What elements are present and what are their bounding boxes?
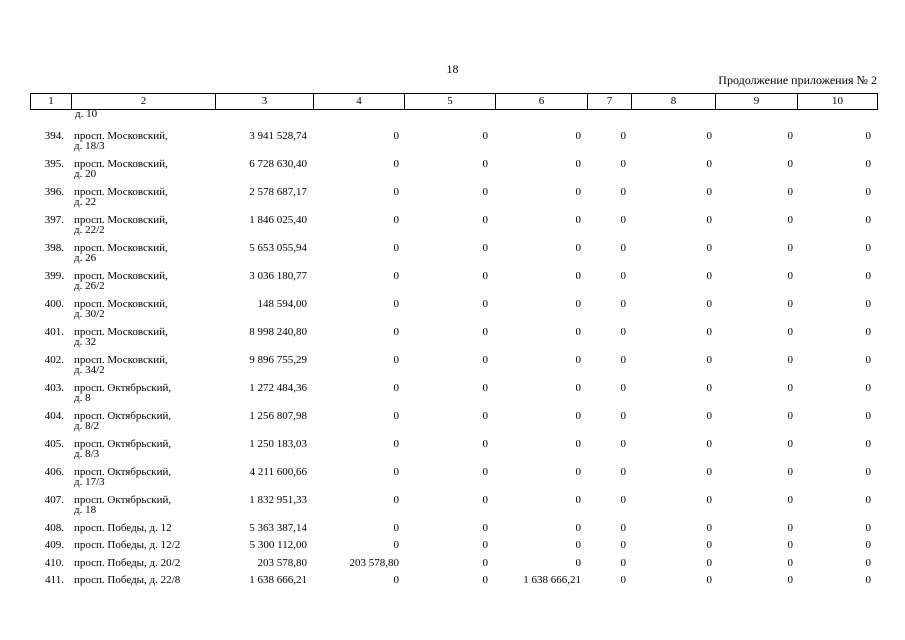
cell-col-10: 0 xyxy=(865,158,871,170)
page-number: 18 xyxy=(446,62,459,76)
address-line-2: д. 18/3 xyxy=(74,140,105,152)
cell-col-6: 0 xyxy=(575,410,581,422)
cell-col-6: 0 xyxy=(575,522,581,534)
row-number: 398. xyxy=(44,242,64,254)
cell-col-7: 0 xyxy=(620,466,626,478)
cell-col-4: 0 xyxy=(393,298,399,310)
row-address xyxy=(74,411,224,432)
cell-col-6: 0 xyxy=(575,298,581,310)
row-address xyxy=(74,540,224,551)
cell-col-9: 0 xyxy=(787,326,793,338)
cell-col-9: 0 xyxy=(787,573,793,586)
cell-col-8: 0 xyxy=(706,494,712,506)
cell-col-5: 0 xyxy=(482,326,488,338)
cell-col-6: 0 xyxy=(575,270,581,282)
cell-col-6: 0 xyxy=(575,326,581,338)
cell-col-10: 0 xyxy=(865,573,871,586)
address-line-1: просп. Московский, xyxy=(74,242,168,254)
cell-col-5: 0 xyxy=(482,354,488,366)
address-line-1: просп. Победы, д. 20/2 xyxy=(74,556,181,569)
cell-col-3: 5 653 055,94 xyxy=(249,242,307,254)
cell-col-10: 0 xyxy=(865,242,871,254)
cell-col-3: 1 846 025,40 xyxy=(249,214,307,226)
cell-col-10: 0 xyxy=(865,522,871,534)
row-number: 395. xyxy=(44,158,64,170)
cell-col-4: 0 xyxy=(393,130,399,142)
cell-col-9: 0 xyxy=(787,556,793,569)
row-number: 396. xyxy=(44,186,64,198)
cell-col-7: 0 xyxy=(620,130,626,142)
cell-col-6: 0 xyxy=(575,186,581,198)
cell-col-3: 8 998 240,80 xyxy=(249,326,307,338)
cell-col-3: 3 036 180,77 xyxy=(249,270,307,282)
cell-col-3: 2 578 687,17 xyxy=(249,186,307,198)
cell-col-9: 0 xyxy=(787,410,793,422)
address-line-2: д. 8 xyxy=(74,392,91,404)
cell-col-4: 0 xyxy=(393,539,399,552)
address-line-1: просп. Октябрьский, xyxy=(74,382,172,394)
cell-col-4: 203 578,80 xyxy=(349,556,399,569)
address-line-2: д. 17/3 xyxy=(74,476,105,488)
row-address xyxy=(74,159,224,180)
row-address xyxy=(74,355,224,376)
cell-col-5: 0 xyxy=(482,539,488,552)
cell-col-10: 0 xyxy=(865,539,871,552)
cell-col-4: 0 xyxy=(393,573,399,586)
cell-col-7: 0 xyxy=(620,158,626,170)
cell-col-7: 0 xyxy=(620,242,626,254)
cell-col-8: 0 xyxy=(706,242,712,254)
row-address xyxy=(74,187,224,208)
cell-col-6: 0 xyxy=(575,466,581,478)
address-line-2: д. 20 xyxy=(74,168,97,180)
cell-col-7: 0 xyxy=(620,556,626,569)
address-line-2: д. 8/3 xyxy=(74,448,100,460)
column-header-3: 3 xyxy=(216,94,314,110)
column-header-1: 1 xyxy=(31,94,72,110)
cell-col-10: 0 xyxy=(865,130,871,142)
carryover-address: д. 10 xyxy=(75,108,98,120)
cell-col-3: 3 941 528,74 xyxy=(249,130,307,142)
cell-col-6: 0 xyxy=(575,130,581,142)
cell-col-4: 0 xyxy=(393,158,399,170)
cell-col-5: 0 xyxy=(482,214,488,226)
address-line-2: д. 34/2 xyxy=(74,364,105,376)
row-number: 400. xyxy=(44,298,64,310)
cell-col-3: 148 594,00 xyxy=(257,298,307,310)
row-address xyxy=(74,575,224,586)
row-address xyxy=(74,523,224,534)
cell-col-9: 0 xyxy=(787,186,793,198)
cell-col-3: 1 256 807,98 xyxy=(249,410,307,422)
cell-col-4: 0 xyxy=(393,186,399,198)
row-address xyxy=(74,439,224,460)
column-header-9: 9 xyxy=(716,94,798,110)
cell-col-9: 0 xyxy=(787,214,793,226)
cell-col-7: 0 xyxy=(620,186,626,198)
cell-col-7: 0 xyxy=(620,270,626,282)
cell-col-4: 0 xyxy=(393,382,399,394)
cell-col-4: 0 xyxy=(393,326,399,338)
cell-col-5: 0 xyxy=(482,522,488,534)
cell-col-8: 0 xyxy=(706,522,712,534)
row-address xyxy=(74,243,224,264)
row-number: 407. xyxy=(44,494,64,506)
address-line-1: просп. Московский, xyxy=(74,270,168,282)
cell-col-10: 0 xyxy=(865,382,871,394)
cell-col-10: 0 xyxy=(865,556,871,569)
cell-col-4: 0 xyxy=(393,438,399,450)
address-line-2: д. 26 xyxy=(74,252,97,264)
address-line-2: д. 8/2 xyxy=(74,420,100,432)
cell-col-4: 0 xyxy=(393,270,399,282)
address-line-1: просп. Московский, xyxy=(74,354,168,366)
cell-col-9: 0 xyxy=(787,354,793,366)
cell-col-9: 0 xyxy=(787,539,793,552)
row-address xyxy=(74,383,224,404)
address-line-1: просп. Победы, д. 12 xyxy=(74,522,172,534)
cell-col-5: 0 xyxy=(482,298,488,310)
cell-col-6: 0 xyxy=(575,438,581,450)
cell-col-4: 0 xyxy=(393,354,399,366)
cell-col-7: 0 xyxy=(620,539,626,552)
address-line-1: просп. Октябрьский, xyxy=(74,410,172,422)
row-number: 399. xyxy=(44,270,64,282)
cell-col-9: 0 xyxy=(787,298,793,310)
address-line-2: д. 18 xyxy=(74,504,97,516)
cell-col-7: 0 xyxy=(620,573,626,586)
cell-col-8: 0 xyxy=(706,354,712,366)
row-address xyxy=(74,558,224,569)
cell-col-6: 0 xyxy=(575,539,581,552)
address-line-1: просп. Московский, xyxy=(74,186,168,198)
cell-col-8: 0 xyxy=(706,539,712,552)
cell-col-5: 0 xyxy=(482,158,488,170)
row-address xyxy=(74,271,224,292)
row-number: 405. xyxy=(44,438,64,450)
cell-col-10: 0 xyxy=(865,186,871,198)
cell-col-8: 0 xyxy=(706,214,712,226)
cell-col-10: 0 xyxy=(865,438,871,450)
cell-col-4: 0 xyxy=(393,522,399,534)
cell-col-3: 5 363 387,14 xyxy=(249,522,307,534)
column-header-4: 4 xyxy=(314,94,405,110)
address-line-2: д. 22 xyxy=(74,196,97,208)
cell-col-7: 0 xyxy=(620,354,626,366)
address-line-1: просп. Московский, xyxy=(74,130,168,142)
cell-col-5: 0 xyxy=(482,382,488,394)
cell-col-5: 0 xyxy=(482,242,488,254)
cell-col-9: 0 xyxy=(787,382,793,394)
cell-col-8: 0 xyxy=(706,130,712,142)
cell-col-8: 0 xyxy=(706,410,712,422)
cell-col-8: 0 xyxy=(706,556,712,569)
cell-col-3: 1 250 183,03 xyxy=(249,438,307,450)
cell-col-4: 0 xyxy=(393,214,399,226)
row-address xyxy=(74,467,224,488)
cell-col-10: 0 xyxy=(865,494,871,506)
row-address xyxy=(74,495,224,516)
cell-col-10: 0 xyxy=(865,214,871,226)
cell-col-9: 0 xyxy=(787,494,793,506)
cell-col-3: 1 638 666,21 xyxy=(249,573,307,586)
cell-col-7: 0 xyxy=(620,326,626,338)
cell-col-9: 0 xyxy=(787,522,793,534)
row-address xyxy=(74,327,224,348)
cell-col-8: 0 xyxy=(706,382,712,394)
row-address xyxy=(74,215,224,236)
cell-col-7: 0 xyxy=(620,494,626,506)
cell-col-7: 0 xyxy=(620,522,626,534)
cell-col-4: 0 xyxy=(393,494,399,506)
cell-col-9: 0 xyxy=(787,158,793,170)
cell-col-6: 0 xyxy=(575,382,581,394)
cell-col-3: 1 832 951,33 xyxy=(249,494,307,506)
cell-col-5: 0 xyxy=(482,438,488,450)
continuation-caption: Продолжение приложения № 2 xyxy=(718,73,877,87)
cell-col-5: 0 xyxy=(482,556,488,569)
cell-col-6: 0 xyxy=(575,214,581,226)
cell-col-6: 0 xyxy=(575,242,581,254)
address-line-2: д. 22/2 xyxy=(74,224,105,236)
cell-col-8: 0 xyxy=(706,573,712,586)
cell-col-8: 0 xyxy=(706,270,712,282)
cell-col-5: 0 xyxy=(482,494,488,506)
cell-col-10: 0 xyxy=(865,466,871,478)
row-number: 397. xyxy=(44,214,64,226)
address-line-1: просп. Победы, д. 12/2 xyxy=(74,539,181,552)
cell-col-9: 0 xyxy=(787,130,793,142)
column-header-row xyxy=(30,93,878,110)
cell-col-5: 0 xyxy=(482,466,488,478)
row-number: 408. xyxy=(44,522,64,534)
cell-col-3: 4 211 600,66 xyxy=(249,466,307,478)
row-number: 402. xyxy=(44,354,64,366)
address-line-1: просп. Победы, д. 22/8 xyxy=(74,573,181,586)
cell-col-9: 0 xyxy=(787,438,793,450)
cell-col-3: 1 272 484,36 xyxy=(249,382,307,394)
cell-col-6: 1 638 666,21 xyxy=(523,573,581,586)
cell-col-3: 9 896 755,29 xyxy=(249,354,307,366)
row-address xyxy=(74,299,224,320)
cell-col-5: 0 xyxy=(482,270,488,282)
address-line-1: просп. Октябрьский, xyxy=(74,466,172,478)
cell-col-6: 0 xyxy=(575,556,581,569)
cell-col-7: 0 xyxy=(620,214,626,226)
cell-col-10: 0 xyxy=(865,270,871,282)
row-number: 404. xyxy=(44,410,64,422)
row-number: 394. xyxy=(44,130,64,142)
cell-col-3: 6 728 630,40 xyxy=(249,158,307,170)
cell-col-9: 0 xyxy=(787,242,793,254)
row-address xyxy=(74,131,224,152)
cell-col-9: 0 xyxy=(787,270,793,282)
cell-col-4: 0 xyxy=(393,466,399,478)
cell-col-3: 5 300 112,00 xyxy=(249,539,307,552)
column-header-7: 7 xyxy=(588,94,632,110)
cell-col-7: 0 xyxy=(620,382,626,394)
cell-col-8: 0 xyxy=(706,466,712,478)
cell-col-8: 0 xyxy=(706,158,712,170)
cell-col-8: 0 xyxy=(706,438,712,450)
cell-col-5: 0 xyxy=(482,186,488,198)
row-number: 409. xyxy=(44,539,64,552)
cell-col-6: 0 xyxy=(575,354,581,366)
cell-col-4: 0 xyxy=(393,410,399,422)
cell-col-10: 0 xyxy=(865,410,871,422)
address-line-1: просп. Московский, xyxy=(74,158,168,170)
row-number: 401. xyxy=(44,326,64,338)
cell-col-10: 0 xyxy=(865,298,871,310)
cell-col-7: 0 xyxy=(620,410,626,422)
address-line-2: д. 26/2 xyxy=(74,280,105,292)
address-line-2: д. 32 xyxy=(74,336,97,348)
cell-col-4: 0 xyxy=(393,242,399,254)
row-number: 406. xyxy=(44,466,64,478)
cell-col-7: 0 xyxy=(620,438,626,450)
address-line-1: просп. Московский, xyxy=(74,298,168,310)
cell-col-6: 0 xyxy=(575,158,581,170)
address-line-2: д. 30/2 xyxy=(74,308,105,320)
cell-col-8: 0 xyxy=(706,186,712,198)
address-line-1: просп. Московский, xyxy=(74,214,168,226)
cell-col-5: 0 xyxy=(482,410,488,422)
row-number: 411. xyxy=(45,573,64,586)
address-line-1: просп. Октябрьский, xyxy=(74,438,172,450)
column-header-6: 6 xyxy=(496,94,588,110)
address-line-1: просп. Октябрьский, xyxy=(74,494,172,506)
cell-col-10: 0 xyxy=(865,354,871,366)
cell-col-10: 0 xyxy=(865,326,871,338)
column-header-2: 2 xyxy=(72,94,216,110)
column-header-5: 5 xyxy=(405,94,496,110)
cell-col-5: 0 xyxy=(482,130,488,142)
row-number: 403. xyxy=(44,382,64,394)
cell-col-6: 0 xyxy=(575,494,581,506)
cell-col-9: 0 xyxy=(787,466,793,478)
cell-col-8: 0 xyxy=(706,326,712,338)
address-line-1: просп. Московский, xyxy=(74,326,168,338)
column-header-10: 10 xyxy=(798,94,878,110)
cell-col-7: 0 xyxy=(620,298,626,310)
cell-col-5: 0 xyxy=(482,573,488,586)
cell-col-3: 203 578,80 xyxy=(257,556,307,569)
column-header-8: 8 xyxy=(632,94,716,110)
row-number: 410. xyxy=(44,556,64,569)
cell-col-8: 0 xyxy=(706,298,712,310)
